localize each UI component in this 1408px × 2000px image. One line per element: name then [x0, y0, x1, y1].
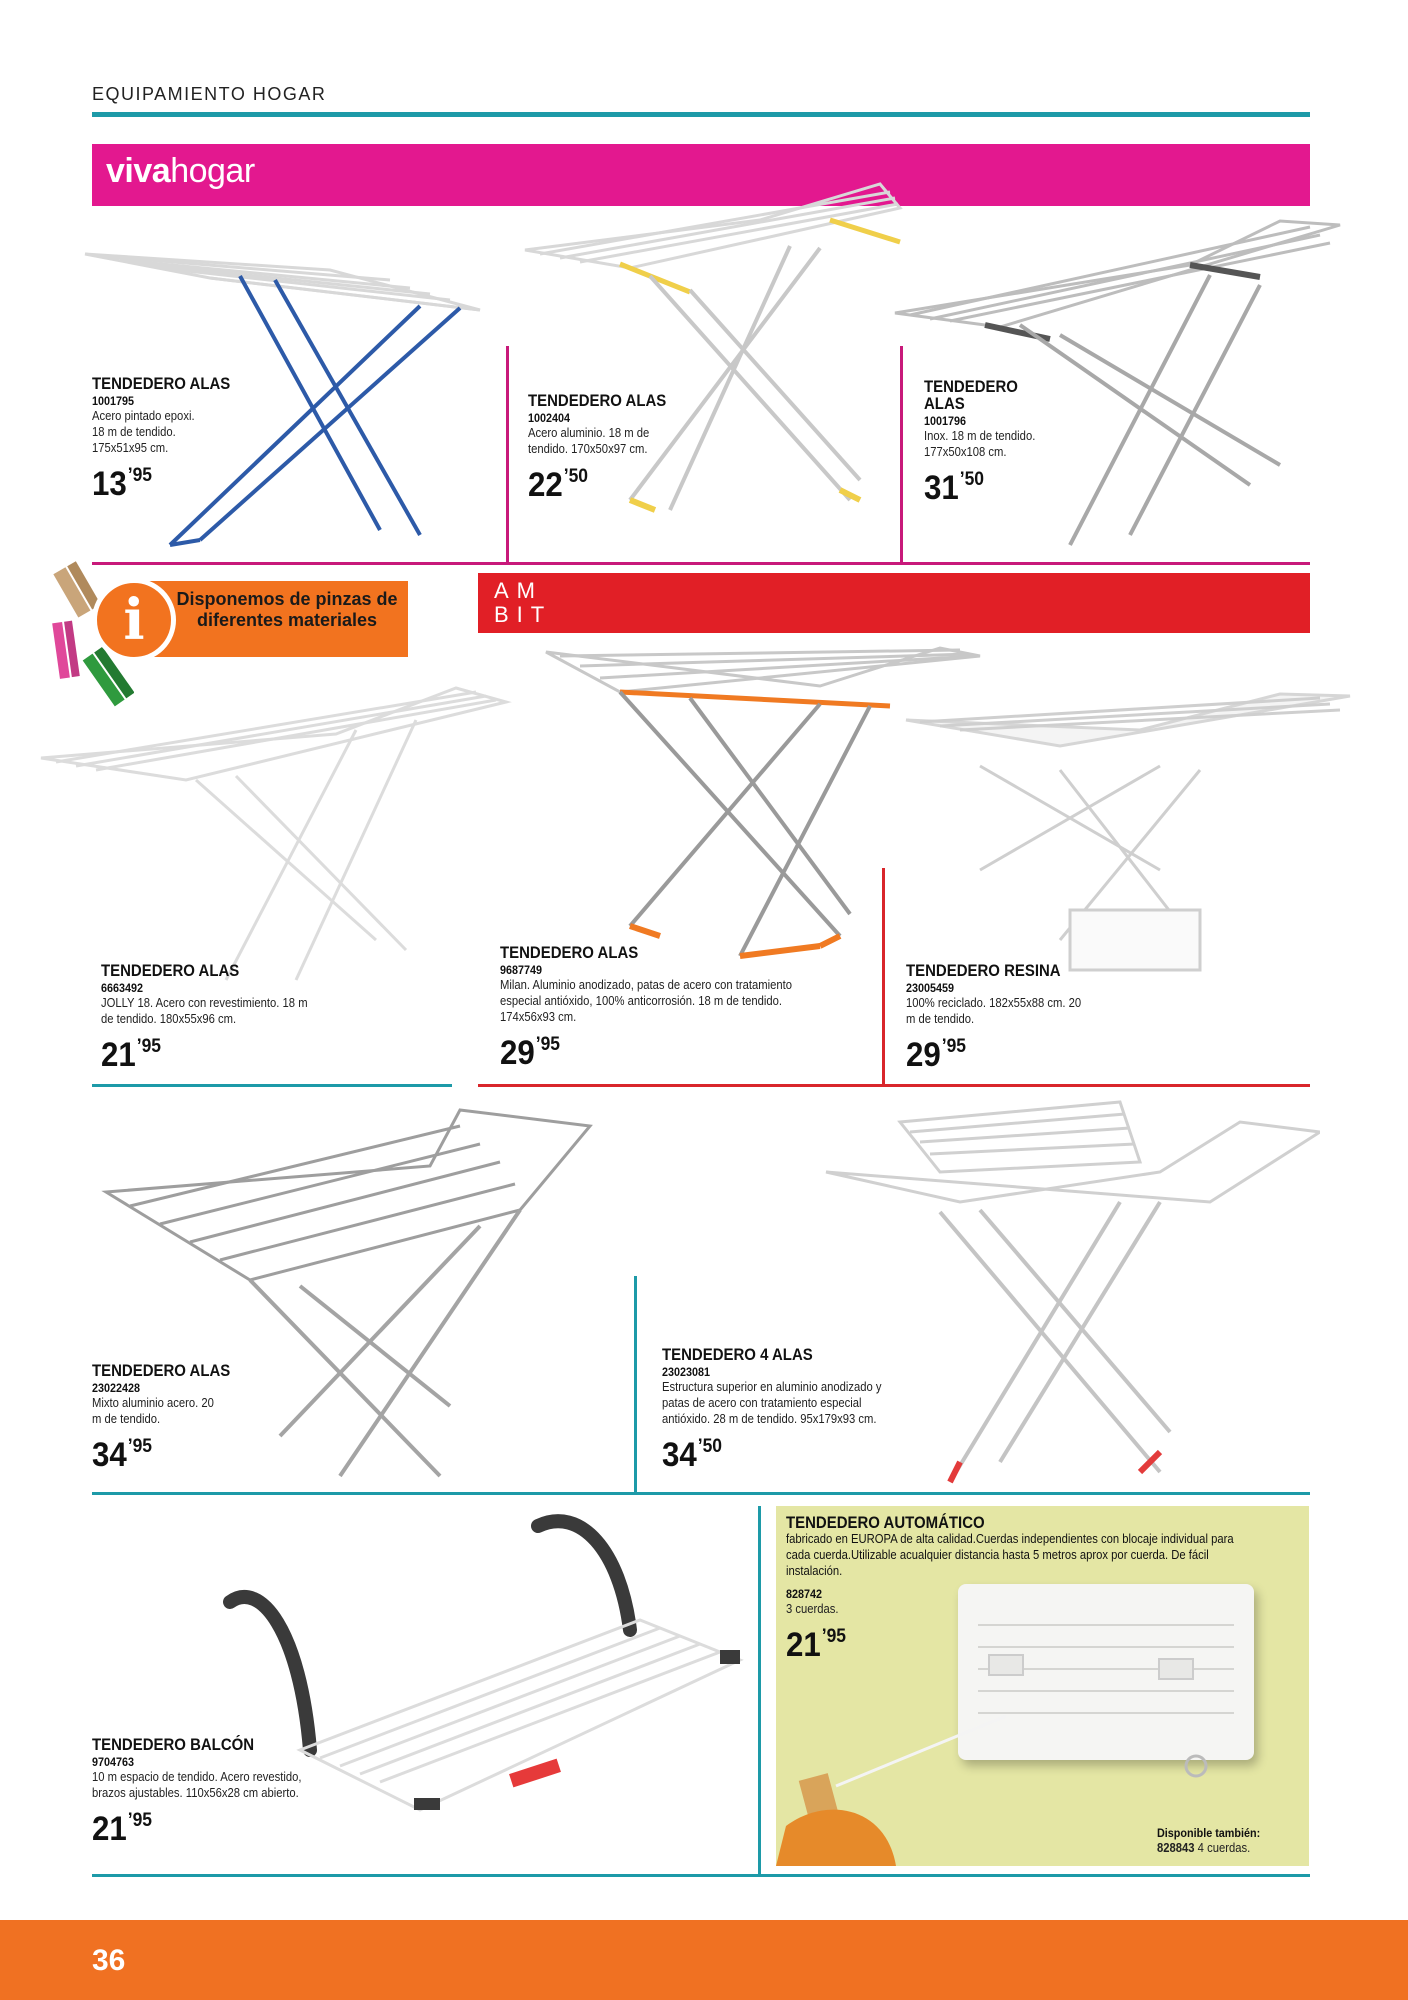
product-description: Acero aluminio. 18 m de tendido. 170x50x97 cm. [528, 426, 650, 456]
product-card [101, 962, 331, 1073]
product-description: 100% reciclado. 182x55x88 cm. 20 m de tendido. [906, 996, 1082, 1026]
product-card [92, 1736, 352, 1847]
product-description: Mixto aluminio acero. 20 m de tendido. [92, 1396, 214, 1426]
automatic-clothesline-panel [776, 1506, 1309, 1866]
product-title: TENDEDERO ALAS [924, 377, 1018, 413]
product-card [906, 962, 1116, 1073]
product-card [92, 375, 302, 502]
product-title: TENDEDERO 4 ALAS [662, 1345, 813, 1364]
product-price: $21^{’95}$ [101, 1036, 162, 1074]
product-card [528, 392, 738, 503]
product-title: TENDEDERO ALAS [92, 1361, 231, 1380]
divider [882, 868, 885, 1086]
row-divider [92, 1492, 1310, 1495]
page-number: 36 [92, 1944, 126, 1977]
product-price: $29^{’95}$ [500, 1034, 561, 1072]
product-price: $31^{’50}$ [924, 469, 985, 507]
product-ref: 1002404 [528, 411, 571, 425]
product-price: $34^{’95}$ [92, 1436, 153, 1474]
product-title: TENDEDERO ALAS [101, 961, 240, 980]
ambit-logo: AM BIT [494, 578, 553, 627]
product-title: TENDEDERO RESINA [906, 961, 1061, 980]
divider [634, 1276, 637, 1494]
product-price: $29^{’95}$ [906, 1036, 967, 1074]
header-divider [92, 112, 1310, 117]
product-ref: 828742 [786, 1587, 823, 1601]
product-description: JOLLY 18. Acero con revestimiento. 18 m de tendido. 180x55x96 cm. [101, 996, 308, 1026]
product-ref: 6663492 [101, 981, 144, 995]
product-description: 10 m espacio de tendido. Acero revestido, brazos ajustables. 110x56x28 cm abierto. [92, 1770, 302, 1800]
product-description: Estructura superior en aluminio anodizado y patas de acero con tratamiento especial antióxido. 28 m de tendido. 95x179x93 cm. [662, 1380, 882, 1426]
product-title: TENDEDERO BALCÓN [92, 1735, 255, 1754]
product-ref: 9687749 [500, 963, 543, 977]
product-price: $22^{’50}$ [528, 466, 589, 504]
also-available [1157, 1824, 1307, 1856]
product-title: TENDEDERO ALAS [500, 943, 639, 962]
product-ref: 23023081 [662, 1365, 711, 1379]
row-divider [92, 562, 1310, 565]
info-text: Disponemos de pinzas de diferentes materiales [176, 589, 398, 630]
divider [758, 1506, 761, 1876]
ambit-banner [478, 573, 1310, 633]
product-title: TENDEDERO ALAS [528, 391, 667, 410]
bottom-divider [92, 1874, 1310, 1877]
rack-image-4 [36, 680, 516, 990]
product-price: $21^{’95}$ [92, 1810, 153, 1848]
product-card [662, 1346, 922, 1473]
also-available-label: Disponible también: [1157, 1826, 1261, 1840]
product-card [92, 1362, 272, 1473]
rack-image-6 [900, 690, 1360, 1000]
product-ref: 23022428 [92, 1381, 141, 1395]
product-description: Inox. 18 m de tendido. 177x50x108 cm. [924, 429, 1036, 459]
info-icon: i [92, 578, 176, 662]
product-title: TENDEDERO ALAS [92, 374, 231, 393]
divider [900, 346, 903, 564]
product-ref: 1001796 [924, 414, 967, 428]
row-divider [478, 1084, 1310, 1087]
product-card [786, 1514, 1291, 1663]
row-divider [92, 1084, 452, 1087]
product-card [924, 378, 1074, 506]
product-description: Acero pintado epoxi. 18 m de tendido. 175x51x95 cm. [92, 409, 195, 455]
divider [506, 346, 509, 564]
product-title: TENDEDERO AUTOMÁTICO [786, 1513, 985, 1532]
product-subtitle: 3 cuerdas. [786, 1602, 839, 1616]
product-ref: 1001795 [92, 394, 135, 408]
product-description: fabricado en EUROPA de alta calidad.Cuerdas independientes con blocaje individual para cada cuerda.Utilizable acualquier distancia hasta 5 metros aprox por cuerda. De fácil instalación. [786, 1532, 1234, 1578]
product-price: $34^{’50}$ [662, 1436, 723, 1474]
product-price: $13^{’95}$ [92, 465, 153, 503]
product-card [500, 944, 840, 1071]
also-available-item: 828843 4 cuerdas. [1157, 1841, 1251, 1855]
product-ref: 9704763 [92, 1755, 135, 1769]
product-price: $21^{’95}$ [786, 1626, 847, 1664]
page-footer [0, 1920, 1408, 2000]
product-description: Milan. Aluminio anodizado, patas de acero con tratamiento especial antióxido, 100% anticorrosión. 18 m de tendido. 174x56x93 cm. [500, 978, 793, 1024]
section-title: EQUIPAMIENTO HOGAR [92, 84, 327, 104]
vivahogar-logo: vivahogar [106, 152, 255, 190]
product-ref: 23005459 [906, 981, 955, 995]
